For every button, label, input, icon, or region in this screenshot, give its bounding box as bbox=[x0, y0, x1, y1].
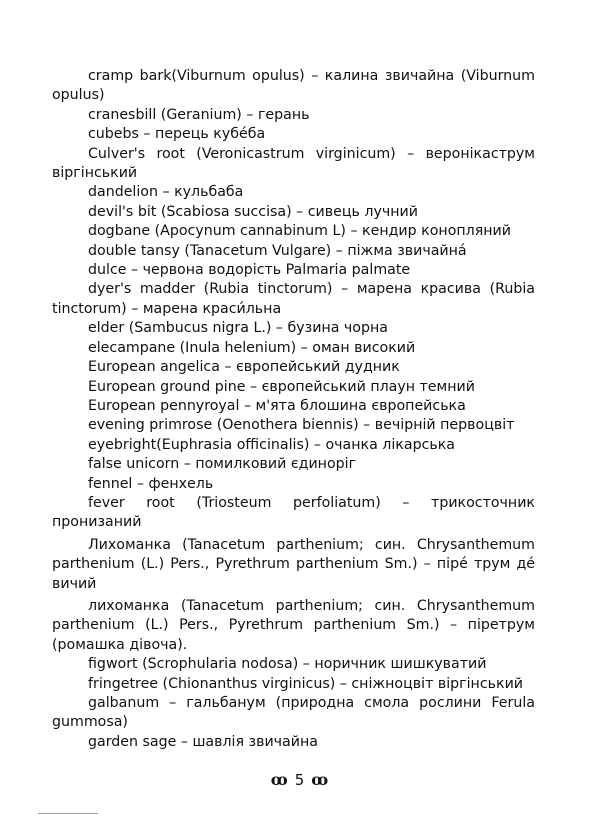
glossary-entry: Лихоманка (Tanacetum parthenium; син. Chrysanthemum parthenium (L.) Pers., Pyrethrum parthenium Sm.) – пірé трум дé вичий bbox=[52, 536, 535, 592]
glossary-entry: cranesbill (Geranium) – герань bbox=[88, 106, 310, 123]
glossary-entry: fennel – фенхель bbox=[88, 475, 214, 492]
glossary-entry: evening primrose (Oenothera biennis) – вечірній первоцвіт bbox=[88, 417, 515, 434]
glossary-entry: European pennyroyal – м'ята блошина європейська bbox=[88, 397, 466, 414]
glossary-entry: fringetree (Chionanthus virginicus) – сніжноцвіт віргінський bbox=[88, 675, 524, 692]
glossary-entry: Culver's root (Veronicastrum virginicum) – веронікаструм віргінський bbox=[52, 145, 535, 182]
glossary-entry: false unicorn – помилковий єдиноріг bbox=[88, 456, 357, 473]
glossary-entry: fever root (Triosteum perfoliatum) – трикосточник пронизаний bbox=[52, 494, 535, 531]
glossary-entry: elecampane (Inula helenium) – оман високий bbox=[88, 339, 416, 356]
glossary-entry: лихоманка (Tanacetum parthenium; син. Chrysanthemum parthenium (L.) Pers., Pyrethrum parthenium Sm.) – пiретрум (ромашка дівоча). bbox=[52, 597, 535, 653]
glossary-entry: elder (Sambucus nigra L.) – бузина чорна bbox=[88, 320, 388, 337]
glossary-entry: European ground pine – європейський плаун темний bbox=[88, 378, 475, 395]
page-footer bbox=[0, 770, 600, 789]
glossary-entry: European angelica – європейський дудник bbox=[88, 359, 400, 376]
glossary-entry: eyebright(Euphrasia officinalis) – очанка лікарська bbox=[88, 436, 456, 453]
glossary-entry: galbanum – гальбанум (природна смола рослини Ferula gummosa) bbox=[52, 695, 535, 731]
glossary-entry: dyer's madder (Rubia tinctorum) – марена красива (Rubia tinctorum) – марена краси́льна bbox=[52, 281, 535, 317]
glossary-entry: cubebs – перець кубе́ба bbox=[88, 126, 266, 143]
glossary-entry: dandelion – кульбаба bbox=[88, 184, 244, 201]
glossary-entry: dogbane (Apocynum cannabinum L) – кендир конопляний bbox=[88, 223, 511, 240]
right-ornament-icon: ꝏ bbox=[311, 770, 330, 789]
glossary-entry: double tansy (Tanacetum Vulgare) – піжма звичайна́ bbox=[88, 242, 467, 259]
page-edge-mark bbox=[38, 813, 98, 814]
left-ornament-icon: ꝏ bbox=[270, 770, 289, 789]
document-body bbox=[52, 67, 535, 752]
glossary-entry: cramp bark(Viburnum opulus) – калина звичайна (Viburnum opulus) bbox=[52, 68, 535, 104]
page-number: 5 bbox=[294, 771, 306, 789]
glossary-entry: figwort (Scrophularia nodosa) – норичник шишкуватий bbox=[88, 656, 487, 673]
glossary-entry: devil's bit (Scabiosa succisa) – сивець лучний bbox=[88, 203, 418, 220]
glossary-entry: garden sage – шавлія звичайна bbox=[88, 733, 318, 750]
glossary-entry: dulce – червона водорість Palmaria palmate bbox=[88, 262, 411, 279]
